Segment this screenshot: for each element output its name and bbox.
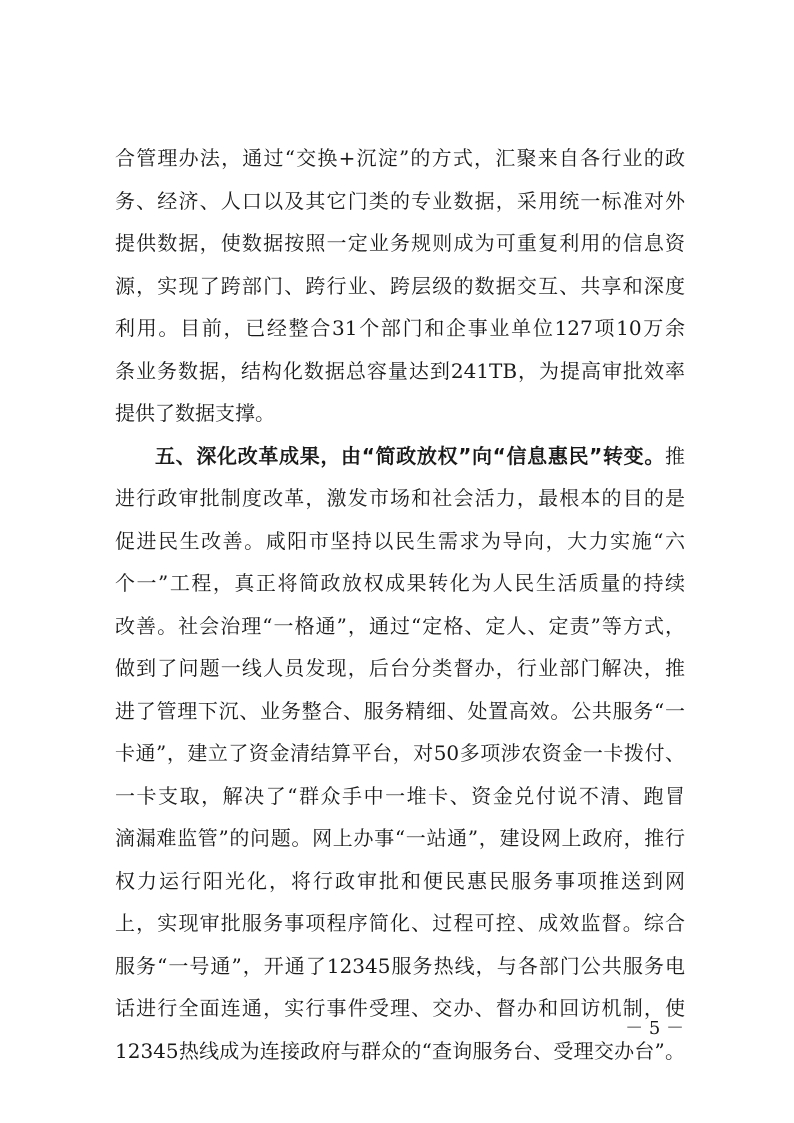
text-line: 上，实现审批服务事项程序简化、过程可控、成效监督。综合 — [115, 911, 685, 935]
text-line: 利用。目前，已经整合31个部门和企事业单位127项10万余 — [115, 316, 685, 340]
text-line: 务、经济、人口以及其它门类的专业数据，采用统一标准对外 — [115, 188, 685, 213]
heading-line-rest: 推 — [665, 443, 685, 468]
text-line: 话进行全面连通，实行事件受理、交办、督办和回访机制，使 — [115, 996, 685, 1020]
text-line: 提供数据，使数据按照一定业务规则成为可重复利用的信息资 — [115, 231, 685, 255]
text-line: 条业务数据，结构化数据总容量达到241TB，为提高审批效率 — [115, 358, 685, 383]
section-heading-line — [115, 435, 685, 478]
text-line: 卡通”，建立了资金清结算平台，对50多项涉农资金一卡拨付、 — [115, 741, 685, 765]
text-line: 进行政审批制度改革，激发市场和社会活力，最根本的目的是 — [115, 486, 685, 510]
text-line: 服务“一号通”，开通了12345服务热线，与各部门公共服务电 — [115, 953, 685, 978]
text-line: 源，实现了跨部门、跨行业、跨层级的数据交互、共享和深度 — [115, 273, 685, 298]
text-line: 进了管理下沉、业务整合、服务精细、处置高效。公共服务“一 — [115, 698, 685, 723]
text-line: 权力运行阳光化，将行政审批和便民惠民服务事项推送到网 — [115, 868, 685, 893]
text-line: 滴漏难监管”的问题。网上办事“一站通”，建设网上政府，推行 — [115, 826, 685, 850]
body-text — [115, 137, 685, 1072]
text-line: 改善。社会治理“一格通”，通过“定格、定人、定责”等方式， — [115, 613, 685, 638]
text-line: 促进民生改善。咸阳市坚持以民生需求为导向，大力实施“六 — [115, 528, 685, 553]
text-line: 合管理办法，通过“交换+沉淀”的方式，汇聚来自各行业的政 — [115, 146, 685, 170]
page-number: － 5 － — [625, 1018, 684, 1039]
text-line: 提供了数据支撑。 — [115, 401, 275, 425]
text-line: 个一”工程，真正将简政放权成果转化为人民生活质量的持续 — [115, 571, 685, 595]
text-line: 12345热线成为连接政府与群众的“查询服务台、受理交办台”。 — [115, 1038, 685, 1063]
section-heading: 五、深化改革成果，由“简政放权”向“信息惠民”转变。 — [155, 443, 665, 468]
text-line: 做到了问题一线人员发现，后台分类督办，行业部门解决，推 — [115, 656, 685, 680]
text-line: 一卡支取，解决了“群众手中一堆卡、资金兑付说不清、跑冒 — [115, 783, 685, 808]
